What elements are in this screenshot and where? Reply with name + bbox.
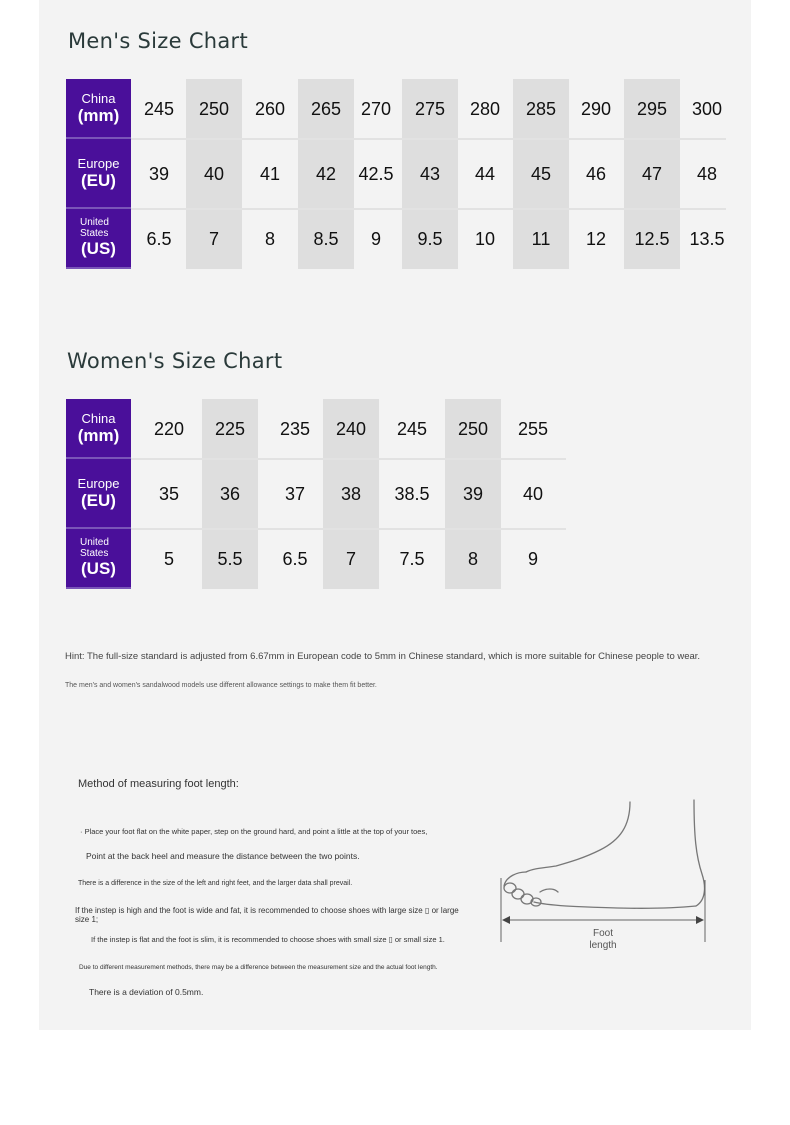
- measure-step-2: Point at the back heel and measure the distance between the two points.: [86, 851, 360, 861]
- size-cell: 235: [279, 418, 311, 439]
- row-header-label: China: [81, 410, 116, 426]
- row-header-label: China: [81, 90, 116, 106]
- hint-line-1: Hint: The full-size standard is adjusted from 6.67mm in European code to 5mm in Chinese standard, which is more suitable for Chinese people to wear.: [65, 651, 701, 662]
- foot-diagram-illustration: [496, 796, 716, 946]
- size-cell: 42: [315, 163, 337, 184]
- size-cell: 245: [143, 98, 175, 119]
- size-cell: 38: [340, 483, 362, 504]
- size-cell: 5.5: [217, 548, 243, 569]
- size-cell: 275: [414, 98, 446, 119]
- row-header-unit: (mm): [77, 425, 120, 445]
- size-cell: 295: [636, 98, 668, 119]
- row-header-label: United States: [80, 217, 109, 239]
- measure-note-2: If the instep is high and the foot is wide and fat, it is recommended to choose shoes with large size ▯ or large size 1;: [75, 906, 459, 924]
- size-cell: 44: [474, 163, 496, 184]
- mens-size-chart-title: Men's Size Chart: [68, 29, 249, 53]
- size-cell: 45: [530, 163, 552, 184]
- size-cell: 265: [310, 98, 342, 119]
- row-header-unit: (mm): [77, 105, 120, 125]
- size-cell: 225: [214, 418, 246, 439]
- size-cell: 11: [531, 228, 551, 249]
- size-cell: 255: [517, 418, 549, 439]
- size-cell: 8.5: [313, 228, 339, 249]
- row-header: [66, 529, 131, 589]
- size-cell: 6.5: [282, 548, 308, 569]
- size-cell: 12.5: [634, 228, 670, 249]
- size-cell: 46: [585, 163, 607, 184]
- size-cell: 220: [153, 418, 185, 439]
- size-cell: 270: [360, 98, 392, 119]
- foot-length-label: Foot length: [589, 928, 617, 951]
- size-cell: 48: [696, 163, 718, 184]
- size-cell: 36: [219, 483, 241, 504]
- size-cell: 6.5: [146, 228, 172, 249]
- size-cell: 37: [284, 483, 306, 504]
- row-header-label: United States: [80, 537, 109, 559]
- row-header: [66, 399, 131, 459]
- size-cell: 250: [198, 98, 230, 119]
- size-cell: 285: [525, 98, 557, 119]
- row-header: [66, 209, 131, 269]
- size-cell: 35: [158, 483, 180, 504]
- size-cell: 7.5: [399, 548, 425, 569]
- row-header-unit: (US): [81, 239, 116, 258]
- size-cell: 290: [580, 98, 612, 119]
- measure-title: Method of measuring foot length:: [78, 778, 239, 790]
- size-cell: 10: [474, 228, 496, 249]
- size-cell: 42.5: [358, 163, 394, 184]
- size-cell: 43: [419, 163, 441, 184]
- row-header-unit: (EU): [81, 490, 116, 510]
- mens-size-table: [66, 79, 726, 269]
- size-cell: 39: [462, 483, 484, 504]
- size-cell: 300: [691, 98, 723, 119]
- size-cell: 280: [469, 98, 501, 119]
- size-cell: 250: [457, 418, 489, 439]
- size-cell: 260: [254, 98, 286, 119]
- measure-note-1: There is a difference in the size of the left and right feet, and the larger data shall prevail.: [78, 880, 353, 887]
- size-cell: 7: [208, 228, 219, 249]
- size-cell: 13.5: [689, 228, 725, 249]
- row-header-label: Europe: [77, 155, 120, 171]
- size-cell: 39: [148, 163, 170, 184]
- row-header-unit: (US): [81, 559, 116, 578]
- measure-note-4: Due to different measurement methods, there may be a difference between the measurement size and the actual foot length.: [79, 964, 438, 971]
- size-cell: 47: [641, 163, 663, 184]
- womens-size-chart-title: Women's Size Chart: [67, 349, 283, 373]
- size-cell: 40: [522, 483, 544, 504]
- size-cell: 8: [264, 228, 275, 249]
- size-cell: 38.5: [394, 483, 430, 504]
- size-cell: 12: [585, 228, 607, 249]
- row-header: [66, 79, 131, 139]
- row-header-unit: (EU): [81, 170, 116, 190]
- measure-note-5: There is a deviation of 0.5mm.: [89, 987, 204, 997]
- size-cell: 8: [467, 548, 478, 569]
- row-header-label: Europe: [77, 475, 120, 491]
- size-cell: 240: [335, 418, 367, 439]
- size-cell: 41: [259, 163, 281, 184]
- row-header: [66, 139, 131, 209]
- hint-line-2: The men's and women's sandalwood models use different allowance settings to make them fit better.: [65, 682, 377, 689]
- womens-size-table: [66, 399, 566, 589]
- size-cell: 7: [345, 548, 356, 569]
- size-cell: 245: [396, 418, 428, 439]
- size-cell: 9: [527, 548, 538, 569]
- measure-note-3: If the instep is flat and the foot is slim, it is recommended to choose shoes with small size ▯ or small size 1.: [91, 935, 445, 944]
- size-cell: 5: [163, 548, 174, 569]
- row-header: [66, 459, 131, 529]
- size-cell: 40: [203, 163, 225, 184]
- size-cell: 9.5: [417, 228, 443, 249]
- measure-step-1: · Place your foot flat on the white paper, step on the ground hard, and point a little at the top of your toes,: [80, 827, 428, 836]
- size-cell: 9: [370, 228, 381, 249]
